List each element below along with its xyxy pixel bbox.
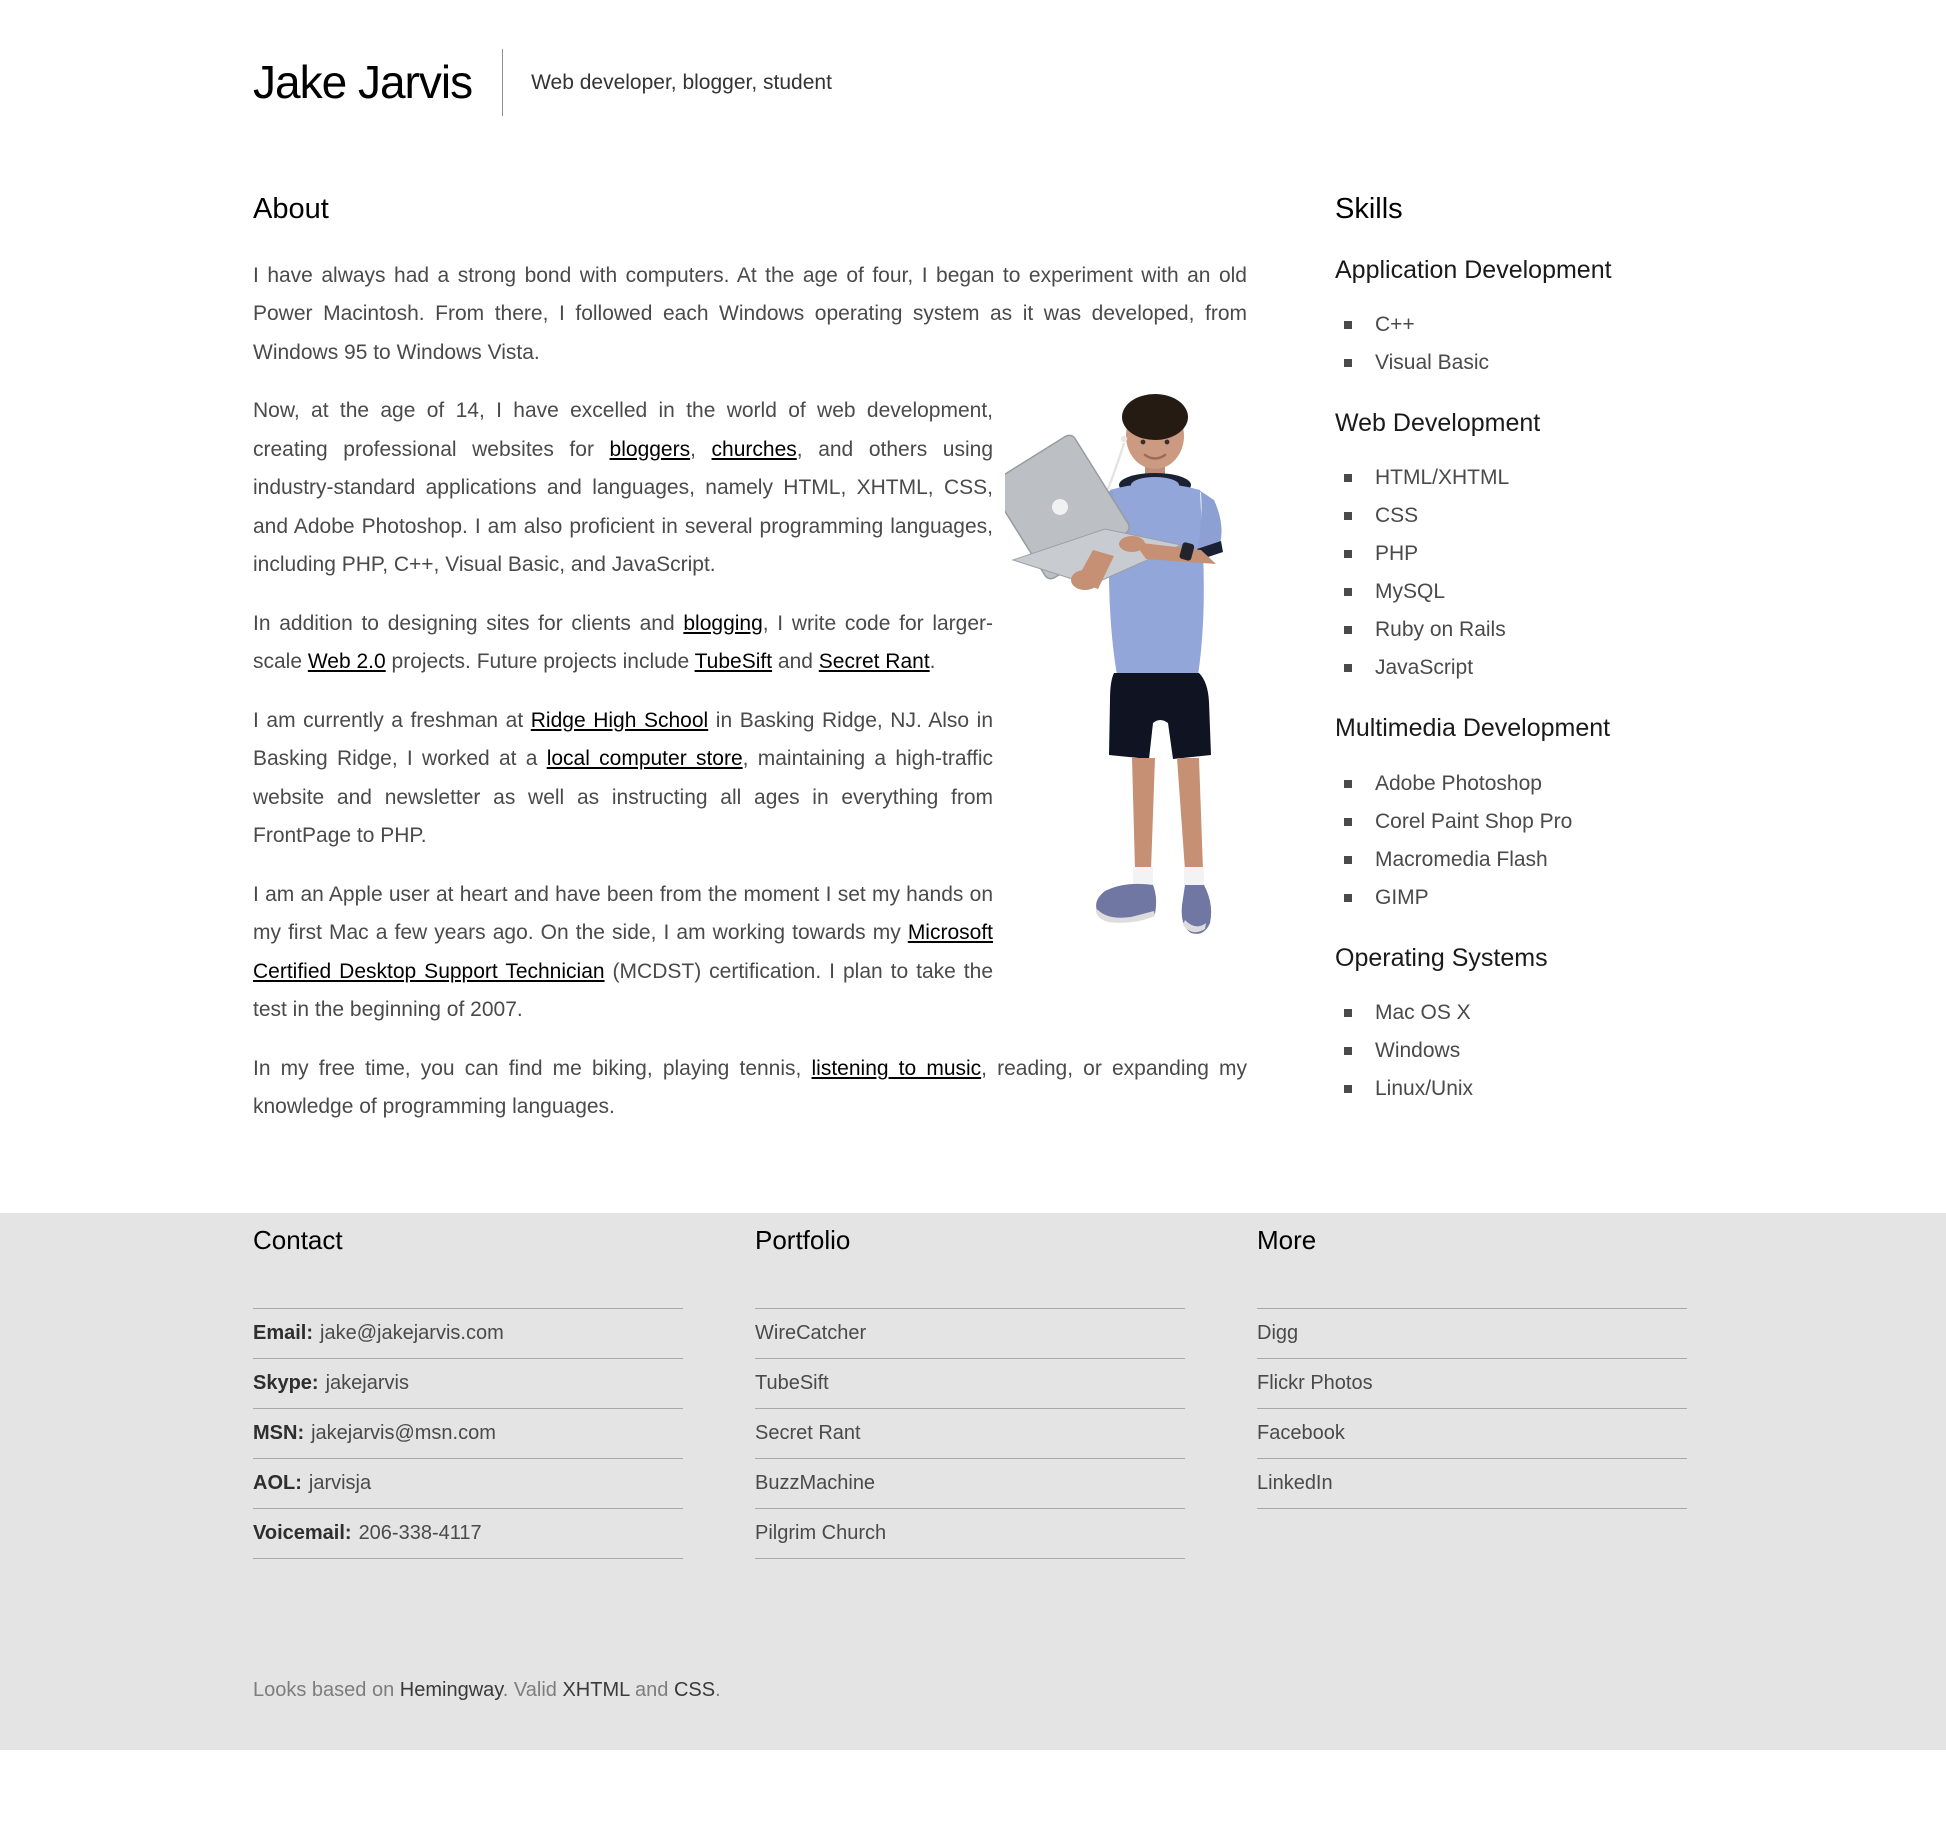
paragraph-text: In my free time, you can find me biking, playing tennis,	[253, 1056, 812, 1080]
paragraph-text: in Basking Ridge, NJ. Also in Basking Ridge, I worked at a	[253, 708, 993, 771]
skill-item: Windows	[1335, 1032, 1693, 1070]
link-secret-rant-portfolio[interactable]: Secret Rant	[755, 1421, 861, 1444]
portfolio-item	[755, 1358, 1185, 1408]
footer-more-column	[1257, 1225, 1687, 1559]
paragraph-text: (MCDST) certification. I plan to take the test in the beginning of 2007.	[253, 959, 994, 1022]
contact-value: jakejarvis	[325, 1371, 409, 1394]
contact-row-voicemail	[253, 1508, 683, 1558]
link-xhtml[interactable]: XHTML	[562, 1678, 630, 1701]
figure-legs	[1132, 758, 1204, 886]
link-tubesift-portfolio[interactable]: TubeSift	[755, 1371, 829, 1394]
skill-list-web-development	[1335, 459, 1693, 687]
link-buzzmachine[interactable]: BuzzMachine	[755, 1471, 876, 1494]
contact-label: Skype:	[253, 1371, 319, 1394]
header-divider	[502, 49, 503, 116]
link-flickr-photos[interactable]: Flickr Photos	[1257, 1371, 1373, 1394]
contact-row-email	[253, 1308, 683, 1358]
skill-group-heading-web-development: Web Development	[1335, 409, 1541, 438]
portfolio-item	[755, 1458, 1185, 1508]
paragraph-text: and	[772, 650, 819, 674]
skill-item: Adobe Photoshop	[1335, 765, 1693, 803]
contact-label: Voicemail:	[253, 1521, 352, 1544]
site-footer	[0, 1213, 1946, 1750]
credit-text: .	[715, 1678, 721, 1701]
link-pilgrim-church[interactable]: Pilgrim Church	[755, 1521, 887, 1544]
contact-row-skype	[253, 1358, 683, 1408]
paragraph-text: , and others using industry-standard applications and languages, namely HTML, XHTML, CSS, and Adobe Photoshop. I am also proficient in several programming languages, including PHP, C++, Visual Basic, and JavaScript.	[253, 437, 993, 577]
link-bloggers[interactable]: bloggers	[609, 437, 691, 461]
contact-value: jake@jakejarvis.com	[320, 1321, 504, 1344]
paragraph-text: I have always had a strong bond with computers. At the age of four, I began to experiment with an old Power Macintosh. From there, I followed each Windows operating system as it was developed, from Windows 95 to Windows Vista.	[253, 263, 1247, 364]
contact-value: jakejarvis@msn.com	[311, 1421, 496, 1444]
link-tubesift[interactable]: TubeSift	[694, 650, 773, 674]
contact-value: 206-338-4117	[358, 1521, 482, 1544]
skill-item: Corel Paint Shop Pro	[1335, 803, 1693, 841]
skill-group-heading-application-development: Application Development	[1335, 255, 1612, 284]
contact-label: Email:	[253, 1321, 314, 1344]
figure-shorts	[1109, 673, 1211, 759]
contact-label: MSN:	[253, 1421, 305, 1444]
paragraph-text: I am an Apple user at heart and have been from the moment I set my hands on my first Mac a few years ago. On the side, I am working towards my	[253, 882, 993, 945]
portfolio-item	[755, 1408, 1185, 1458]
credit-text: and	[629, 1678, 674, 1701]
skill-item: Macromedia Flash	[1335, 841, 1693, 879]
paragraph-text: , reading, or expanding my knowledge of programming languages.	[253, 1056, 1247, 1119]
portfolio-item	[755, 1308, 1185, 1358]
contact-row-aol	[253, 1458, 683, 1508]
contact-value: jarvisja	[308, 1471, 372, 1494]
about-paragraph-6	[253, 1050, 1247, 1127]
more-list	[1257, 1308, 1687, 1509]
skill-item: Mac OS X	[1335, 994, 1693, 1032]
more-item	[1257, 1308, 1687, 1358]
more-item	[1257, 1408, 1687, 1458]
skill-list-application-development	[1335, 306, 1693, 382]
about-title: About	[253, 193, 329, 225]
link-facebook[interactable]: Facebook	[1257, 1421, 1345, 1444]
link-digg[interactable]: Digg	[1257, 1321, 1299, 1344]
portfolio-title: Portfolio	[755, 1224, 851, 1255]
link-css[interactable]: CSS	[673, 1678, 716, 1701]
skill-item: GIMP	[1335, 879, 1693, 917]
about-section	[253, 192, 1247, 1147]
link-blogging[interactable]: blogging	[683, 611, 763, 635]
site-header	[253, 0, 1693, 116]
skill-item: HTML/XHTML	[1335, 459, 1693, 497]
paragraph-text: , I write code for larger-scale	[253, 611, 994, 674]
paragraph-text: Now, at the age of 14, I have excelled in the world of web development, creating professional websites for	[253, 399, 993, 461]
paragraph-text: I am currently a freshman at	[253, 708, 531, 732]
skill-item: JavaScript	[1335, 649, 1693, 687]
footer-credit	[253, 1679, 1693, 1702]
footer-portfolio-column	[755, 1225, 1185, 1559]
contact-title: Contact	[253, 1224, 343, 1255]
photo-jake-with-laptop	[1005, 392, 1247, 946]
link-web-2-0[interactable]: Web 2.0	[307, 650, 386, 674]
paragraph-text: .	[929, 650, 936, 674]
skill-item: Linux/Unix	[1335, 1070, 1693, 1108]
link-linkedin[interactable]: LinkedIn	[1257, 1471, 1333, 1494]
paragraph-text: In addition to designing sites for clients and	[253, 611, 684, 635]
contact-label: AOL:	[253, 1471, 302, 1494]
skill-item: MySQL	[1335, 573, 1693, 611]
link-listening-to-music[interactable]: listening to music	[811, 1056, 982, 1080]
contact-list	[253, 1308, 683, 1559]
paragraph-text: , maintaining a high-traffic website and newsletter as well as instructing all ages in everything from FrontPage to PHP.	[253, 747, 993, 848]
main-content	[253, 192, 1693, 1147]
credit-text: Looks based on	[253, 1678, 400, 1701]
link-secret-rant[interactable]: Secret Rant	[818, 650, 930, 674]
link-local-computer-store[interactable]: local computer store	[546, 747, 743, 771]
skill-list-operating-systems	[1335, 994, 1693, 1108]
skill-group-heading-operating-systems: Operating Systems	[1335, 943, 1548, 972]
site-tagline: Web developer, blogger, student	[531, 70, 832, 94]
paragraph-text: projects. Future projects include	[385, 650, 695, 674]
link-ridge-high-school[interactable]: Ridge High School	[530, 708, 709, 732]
skill-item: Visual Basic	[1335, 344, 1693, 382]
footer-contact-column	[253, 1225, 683, 1559]
site-name: Jake Jarvis	[253, 56, 473, 109]
figure-sneakers	[1096, 884, 1211, 934]
skills-section	[1335, 192, 1693, 1147]
skill-list-multimedia-development	[1335, 765, 1693, 917]
more-item	[1257, 1358, 1687, 1408]
paragraph-text: ,	[690, 437, 712, 461]
skill-item: CSS	[1335, 497, 1693, 535]
skill-item: Ruby on Rails	[1335, 611, 1693, 649]
contact-row-msn	[253, 1408, 683, 1458]
figure-head	[1121, 394, 1188, 480]
link-mcdst-certification[interactable]: Microsoft Certified Desktop Support Technician	[253, 921, 993, 983]
more-title: More	[1257, 1224, 1317, 1255]
more-item	[1257, 1458, 1687, 1508]
link-hemingway[interactable]: Hemingway	[399, 1678, 503, 1701]
skill-item: PHP	[1335, 535, 1693, 573]
link-wirecatcher[interactable]: WireCatcher	[755, 1321, 867, 1344]
skill-item: C++	[1335, 306, 1693, 344]
about-paragraph-1	[253, 257, 1247, 373]
skills-title: Skills	[1335, 193, 1403, 225]
link-churches[interactable]: churches	[711, 437, 797, 461]
skill-group-heading-multimedia-development: Multimedia Development	[1335, 714, 1611, 743]
photo-jake-illustration	[1005, 392, 1247, 946]
credit-text: . Valid	[502, 1678, 563, 1701]
portfolio-item	[755, 1508, 1185, 1558]
portfolio-list	[755, 1308, 1185, 1559]
